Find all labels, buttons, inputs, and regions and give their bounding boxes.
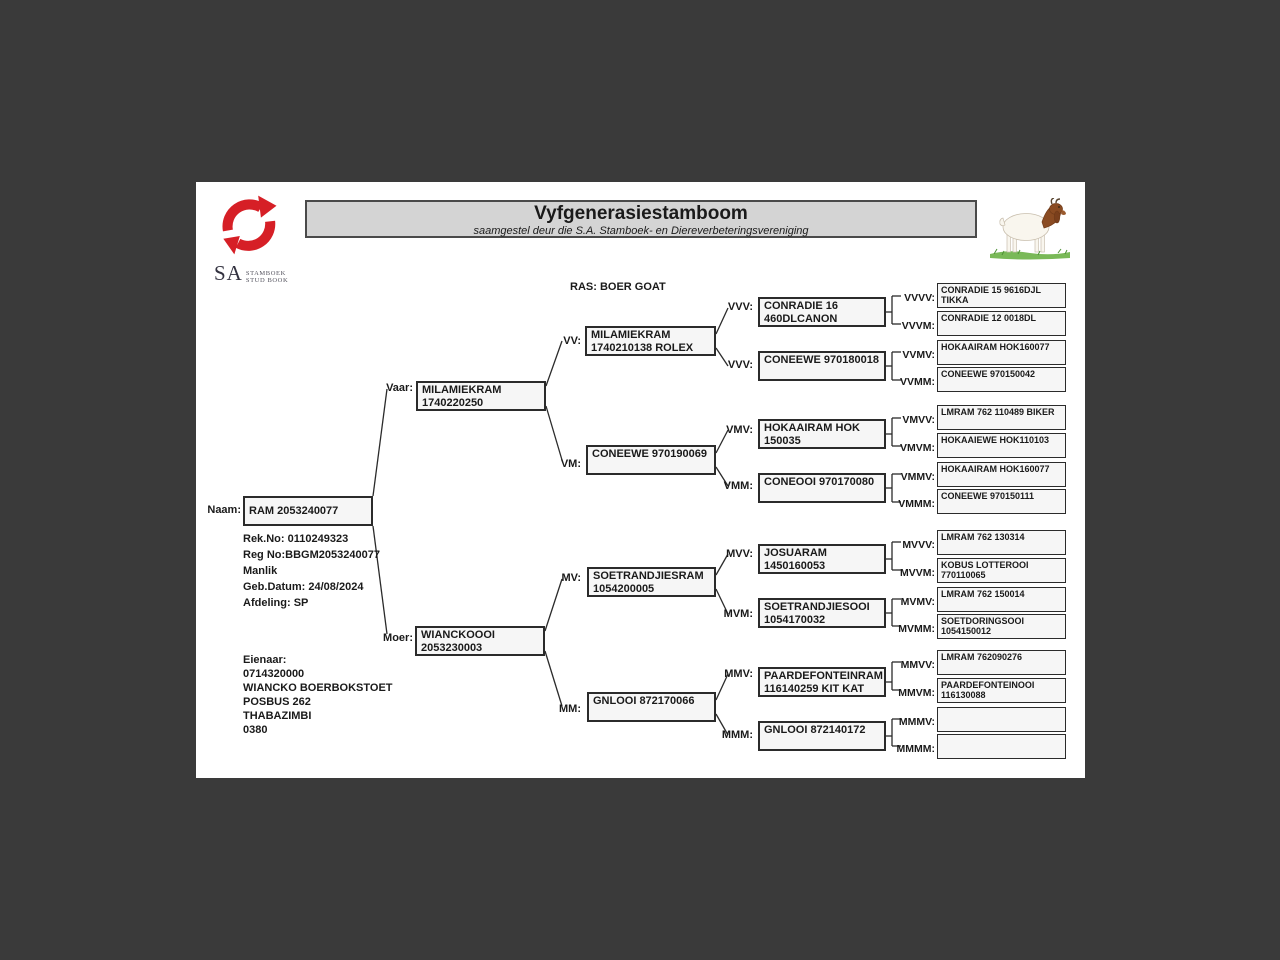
pedigree-label-vv: VV: bbox=[563, 335, 581, 347]
pedigree-box-vmvm: HOKAAIEWE HOK110103 bbox=[937, 433, 1066, 458]
pedigree-label-mvmm: MVMM: bbox=[898, 623, 935, 635]
pedigree-label-mvv: MVV: bbox=[726, 548, 753, 560]
pedigree-box-vmv: HOKAAIRAM HOK 150035 bbox=[758, 419, 886, 449]
pedigree-label-mvvv: MVVV: bbox=[902, 539, 935, 551]
pedigree-box-mvm: SOETRANDJIESOOI 1054170032 bbox=[758, 598, 886, 628]
subject-section: Afdeling: SP bbox=[243, 597, 309, 609]
pedigree-box-mvmm: SOETDORINGSOOI 1054150012 bbox=[937, 614, 1066, 639]
pedigree-label-vaar: Vaar: bbox=[386, 382, 413, 394]
pedigree-label-vvmm: VVMM: bbox=[900, 376, 935, 388]
subject-name-label: Naam: bbox=[207, 504, 241, 516]
pedigree-label-vmv: VMV: bbox=[726, 424, 753, 436]
pedigree-box-moer: WIANCKOOOI 2053230003 bbox=[415, 626, 545, 656]
subject-name-box bbox=[243, 496, 373, 526]
pedigree-box-vvmm: CONEEWE 970150042 bbox=[937, 367, 1066, 392]
boer-goat-image bbox=[988, 198, 1072, 262]
pedigree-label-vmmv: VMMV: bbox=[900, 471, 935, 483]
owner-address-line2: THABAZIMBI bbox=[243, 710, 312, 722]
pedigree-box-mmm: GNLOOI 872140172 bbox=[758, 721, 886, 751]
pedigree-box-mvmv: LMRAM 762 150014 bbox=[937, 587, 1066, 612]
owner-address-line1: POSBUS 262 bbox=[243, 696, 311, 708]
sa-stamboek-logo-icon bbox=[212, 192, 286, 258]
pedigree-label-vvvm: VVVM: bbox=[901, 320, 935, 332]
pedigree-label-vm: VM: bbox=[560, 458, 581, 470]
pedigree-label-mv: MV: bbox=[561, 572, 581, 584]
pedigree-label-vvv: VVV: bbox=[727, 301, 753, 313]
pedigree-label-mmv: MMV: bbox=[724, 668, 753, 680]
pedigree-box-mmmv bbox=[937, 707, 1066, 732]
pedigree-label-mmvv: MMVV: bbox=[900, 659, 935, 671]
pedigree-box-vv: MILAMIEKRAM 1740210138 ROLEX bbox=[585, 326, 716, 356]
document-title: Vyfgenerasiestamboom bbox=[534, 203, 748, 224]
pedigree-box-mmvv: LMRAM 762090276 bbox=[937, 650, 1066, 675]
pedigree-box-vmm: CONEOOI 970170080 bbox=[758, 473, 886, 503]
pedigree-box-vaar: MILAMIEKRAM 1740220250 bbox=[416, 381, 546, 411]
pedigree-box-vmmm: CONEEWE 970150111 bbox=[937, 489, 1066, 514]
logo-stamboek-text: STAMBOEK bbox=[245, 270, 286, 277]
pedigree-label-vmm: VMM: bbox=[723, 480, 753, 492]
pedigree-box-mm: GNLOOI 872170066 bbox=[587, 692, 716, 722]
owner-postal-code: 0380 bbox=[243, 724, 268, 736]
logo-sa-text: SA bbox=[214, 261, 243, 285]
owner-name: WIANCKO BOERBOKSTOET bbox=[243, 682, 393, 694]
subject-reknum: Rek.No: 0110249323 bbox=[243, 533, 349, 545]
pedigree-box-mv: SOETRANDJIESRAM 1054200005 bbox=[587, 567, 716, 597]
subject-sex: Manlik bbox=[243, 565, 278, 577]
pedigree-box-vvmv: HOKAAIRAM HOK160077 bbox=[937, 340, 1066, 365]
pedigree-label-moer: Moer: bbox=[383, 632, 413, 644]
pedigree-box-mvv: JOSUARAM 1450160053 bbox=[758, 544, 886, 574]
pedigree-label-mmvm: MMVM: bbox=[898, 687, 935, 699]
pedigree-box-vvvm: CONRADIE 12 0018DL bbox=[937, 311, 1066, 336]
pedigree-label-mvvm: MVVM: bbox=[900, 567, 935, 579]
pedigree-box-mmvm: PAARDEFONTEINOOI 116130088 bbox=[937, 678, 1066, 703]
pedigree-label-vmmm: VMMM: bbox=[898, 498, 935, 510]
pedigree-box-vvm: CONEEWE 970180018 bbox=[758, 351, 886, 381]
document-title-bar bbox=[305, 200, 977, 238]
pedigree-box-vvv: CONRADIE 16 460DLCANON bbox=[758, 297, 886, 327]
owner-heading: Eienaar: bbox=[243, 654, 287, 666]
pedigree-label-vvmv: VVMV: bbox=[902, 349, 935, 361]
pedigree-label-mvm: MVM: bbox=[723, 608, 753, 620]
pedigree-label-mmm: MMM: bbox=[721, 729, 753, 741]
pedigree-box-mmmm bbox=[937, 734, 1066, 759]
pedigree-document-page bbox=[196, 182, 1085, 778]
logo-studbook-text: STUD BOOK bbox=[245, 277, 289, 284]
document-subtitle: saamgestel deur die S.A. Stamboek- en Diereverbeteringsvereniging bbox=[473, 225, 809, 237]
pedigree-label-mm: MM: bbox=[559, 703, 581, 715]
pedigree-box-vmvv: LMRAM 762 110489 BIKER bbox=[937, 405, 1066, 430]
pedigree-label-vvvv: VVVV: bbox=[904, 292, 935, 304]
owner-phone: 0714320000 bbox=[243, 668, 305, 680]
subject-birthdate: Geb.Datum: 24/08/2024 bbox=[243, 581, 364, 593]
pedigree-label-vmvm: VMVM: bbox=[900, 442, 935, 454]
subject-details bbox=[243, 531, 380, 611]
pedigree-label-mmmv: MMMV: bbox=[898, 716, 935, 728]
pedigree-box-vm: CONEEWE 970190069 bbox=[586, 445, 716, 475]
pedigree-box-mmv: PAARDEFONTEINRAM 116140259 KIT KAT bbox=[758, 667, 886, 697]
pedigree-label-mvmv: MVMV: bbox=[900, 596, 935, 608]
pedigree-box-vmmv: HOKAAIRAM HOK160077 bbox=[937, 462, 1066, 487]
subject-name-value: RAM 2053240077 bbox=[249, 505, 339, 517]
owner-details bbox=[243, 653, 393, 737]
pedigree-label-vvm: VVV: bbox=[727, 359, 753, 371]
subject-regnum: Reg No:BBGM2053240077 bbox=[243, 549, 380, 561]
pedigree-box-mvvm: KOBUS LOTTEROOI 770110065 bbox=[937, 558, 1066, 583]
pedigree-box-vvvv: CONRADIE 15 9616DJL TIKKA bbox=[937, 283, 1066, 308]
pedigree-label-vmvv: VMVV: bbox=[902, 414, 935, 426]
breed-label: RAS: BOER GOAT bbox=[570, 281, 666, 293]
pedigree-label-mmmm: MMMM: bbox=[896, 743, 935, 755]
pedigree-box-mvvv: LMRAM 762 130314 bbox=[937, 530, 1066, 555]
